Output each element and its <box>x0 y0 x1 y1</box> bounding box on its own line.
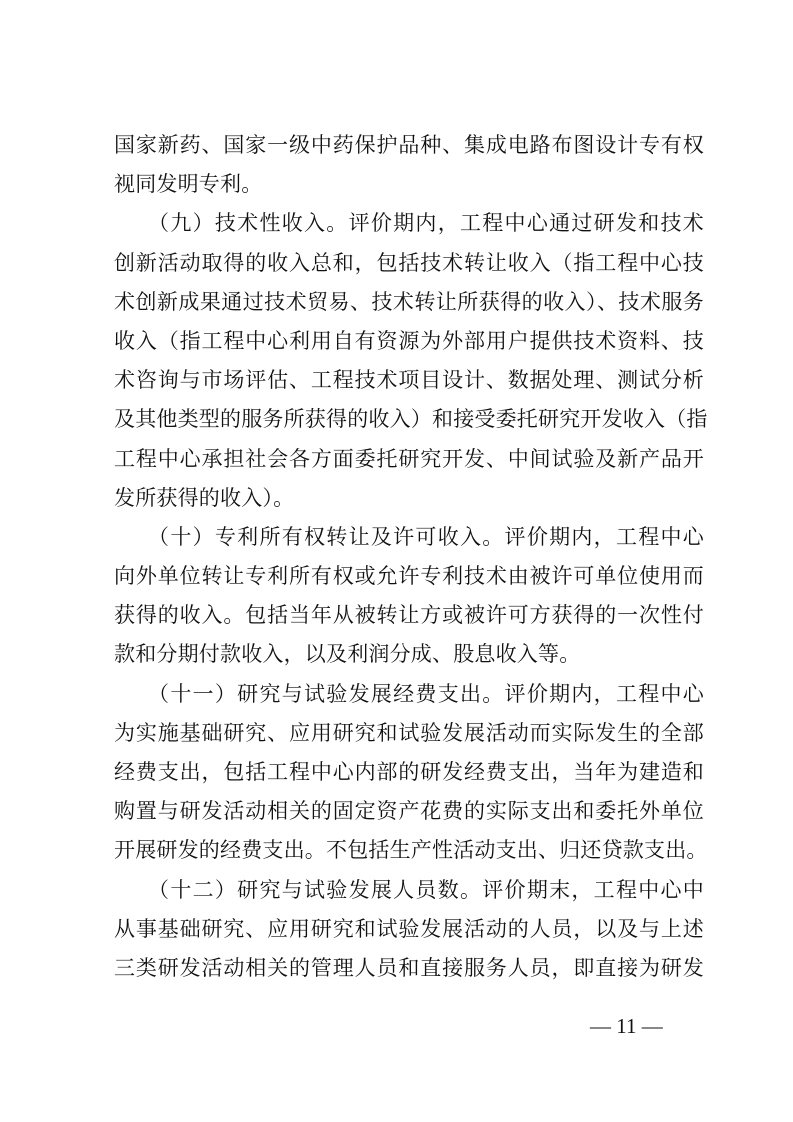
text-line: 向外单位转让专利所有权或允许专利技术由被许可单位使用而 <box>114 564 704 589</box>
text-line: 开展研发的经费支出。不包括生产性活动支出、归还贷款支出。 <box>114 838 708 863</box>
text-line: 三类研发活动相关的管理人员和直接服务人员，即直接为研发 <box>114 955 704 980</box>
text-line: 从事基础研究、应用研究和试验发展活动的人员，以及与上述 <box>114 916 704 941</box>
text-line: 视同发明专利。 <box>114 172 263 197</box>
page-number: — 11 — <box>590 1014 663 1038</box>
text-line: 经费支出，包括工程中心内部的研发经费支出，当年为建造和 <box>114 760 704 784</box>
text-line: 购置与研发活动相关的固定资产花费的实际支出和委托外单位 <box>114 799 704 824</box>
text-line: 及其他类型的服务所获得的收入）和接受委托研究开发收入（指 <box>114 407 708 432</box>
text-line: 款和分期付款收入，以及利润分成、股息收入等。 <box>114 642 581 667</box>
text-line: （十）专利所有权转让及许可收入。评价期内，工程中心 <box>114 524 704 549</box>
text-line: 工程中心承担社会各方面委托研究开发、中间试验及新产品开 <box>114 446 704 471</box>
text-line: 术创新成果通过技术贸易、技术转让所获得的收入）、技术服务 <box>114 289 704 314</box>
text-line: 发所获得的收入）。 <box>114 485 295 510</box>
text-line: （十一）研究与试验发展经费支出。评价期内，工程中心 <box>114 681 704 706</box>
text-line: 国家新药、国家一级中药保护品种、集成电路布图设计专有权 <box>114 133 704 157</box>
text-line: 创新活动取得的收入总和，包括技术转让收入（指工程中心技 <box>114 250 704 275</box>
body-text <box>114 126 708 988</box>
text-line: 术咨询与市场评估、工程技术项目设计、数据处理、测试分析 <box>114 368 704 393</box>
text-line: （九）技术性收入。评价期内，工程中心通过研发和技术 <box>114 211 704 236</box>
text-line: 为实施基础研究、应用研究和试验发展活动而实际发生的全部 <box>114 720 704 745</box>
text-line: 获得的收入。包括当年从被转让方或被许可方获得的一次性付 <box>114 603 704 628</box>
text-line: 收入（指工程中心利用自有资源为外部用户提供技术资料、技 <box>114 328 704 353</box>
text-line: （十二）研究与试验发展人员数。评价期末，工程中心中 <box>114 877 704 902</box>
